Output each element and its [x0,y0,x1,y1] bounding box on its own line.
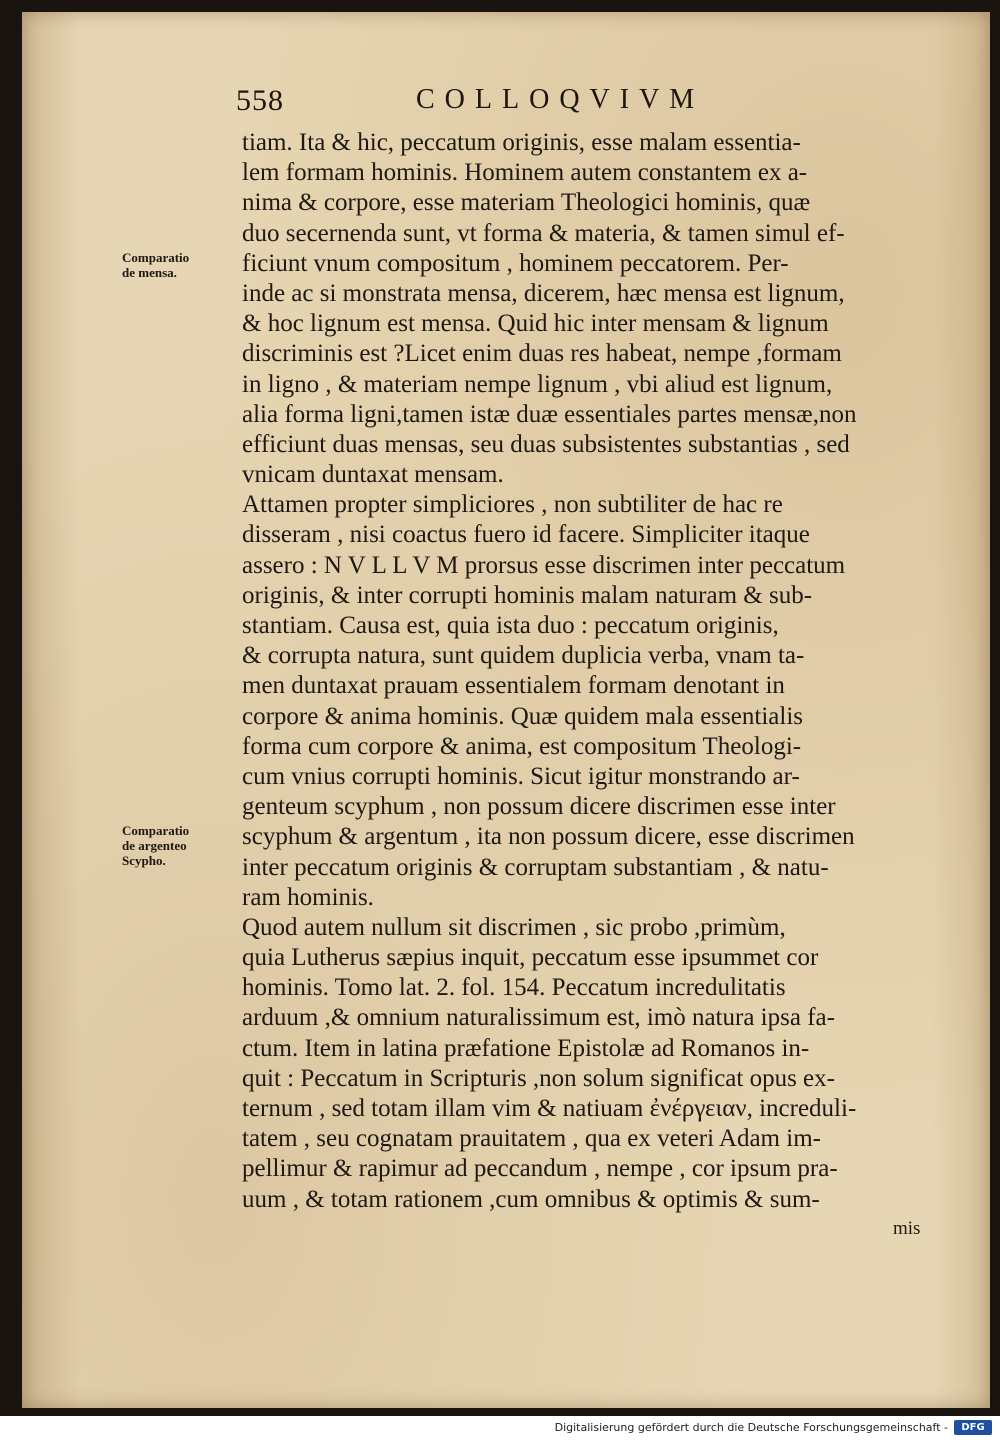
text-line: tatem , seu cognatam prauitatem , qua ex veteri Adam im- [242,1125,821,1153]
text-line: ficiunt vnum compositum , hominem peccatorem. Per- [242,249,789,277]
text-line: alia forma ligni,tamen istæ duæ essentiales partes mensæ,non [242,400,857,428]
margin-note-line: de mensa. [122,265,177,280]
text-line: forma cum corpore & anima, est compositum Theologi- [242,732,802,760]
text-line: & hoc lignum est mensa. Quid hic inter mensam & lignum [242,310,829,338]
text-line: disseram , nisi coactus fuero id facere. Simpliciter itaque [242,521,810,549]
body-text [242,128,948,1215]
text-line: & corrupta natura, sunt quidem duplicia verba, vnam ta- [242,642,805,670]
text-line: efficiunt duas mensas, seu duas subsistentes substantias , sed [242,430,850,458]
footer-bar [0,1416,1000,1440]
text-line: ctum. Item in latina præfatione Epistolæ ad Romanos in- [242,1034,810,1062]
margin-note-scypho [122,823,230,868]
dfg-logo-icon: DFG [954,1420,992,1435]
catchword: mis [893,1218,921,1239]
text-line: discriminis est ?Licet enim duas res habeat, nempe ,formam [242,340,842,368]
text-line: lem formam hominis. Hominem autem constantem ex a- [242,159,808,187]
text-line: scyphum & argentum , ita non possum dicere, esse discrimen [242,823,855,851]
page-header [236,84,956,124]
text-line: assero : N V L L V M prorsus esse discrimen inter peccatum [242,551,846,579]
text-line: tiam. Ita & hic, peccatum originis, esse malam essentia- [242,129,801,156]
funding-notice: Digitalisierung gefördert durch die Deutsche Forschungsgemeinschaft - [554,1421,948,1434]
text-line: Attamen propter simpliciores , non subtiliter de hac re [242,491,783,519]
margin-note-mensa [122,250,230,280]
text-line: originis, & inter corrupti hominis malam naturam & sub- [242,581,813,609]
text-line: pellimur & rapimur ad peccandum , nempe , cor ipsum pra- [242,1155,838,1183]
text-line: in ligno , & materiam nempe lignum , vbi aliud est lignum, [242,370,833,398]
margin-note-line: Comparatio [122,823,190,838]
text-line: quia Lutherus sæpius inquit, peccatum esse ipsummet cor [242,944,819,972]
margin-note-line: de argenteo [122,838,187,853]
text-line: men duntaxat prauam essentialem formam denotant in [242,672,785,700]
text-line: ternum , sed totam illam vim & natiuam ἐνέργειαν, increduli- [242,1095,857,1122]
text-line: uum , & totam rationem ,cum omnibus & optimis & sum- [242,1185,820,1213]
text-line: arduum ,& omnium naturalissimum est, imò natura ipsa fa- [242,1004,835,1032]
text-line: duo secernenda sunt, vt forma & materia, & tamen simul ef- [242,219,845,247]
text-line: Quod autem nullum sit discrimen , sic probo ,primùm, [242,913,786,941]
text-line: corpore & anima hominis. Quæ quidem mala essentialis [242,702,803,730]
text-line: nima & corpore, esse materiam Theologici hominis, quæ [242,189,811,217]
text-line: cum vnius corrupti hominis. Sicut igitur monstrando ar- [242,762,800,790]
text-line: stantiam. Causa est, quia ista duo : peccatum originis, [242,612,779,639]
margin-note-line: Scypho. [122,853,166,868]
text-line: genteum scyphum , non possum dicere discrimen esse inter [242,793,836,821]
text-line: inter peccatum originis & corruptam substantiam , & natu- [242,853,829,881]
text-line: vnicam duntaxat mensam. [242,461,504,489]
margin-note-line: Comparatio [122,250,190,265]
text-line: inde ac si monstrata mensa, dicerem, hæc mensa est lignum, [242,279,845,307]
running-title: COLLOQVIVM [416,84,705,115]
text-line: hominis. Tomo lat. 2. fol. 154. Peccatum incredulitatis [242,974,786,1002]
page-number: 558 [236,84,284,117]
text-line: quit : Peccatum in Scripturis ,non solum significat opus ex- [242,1064,835,1092]
text-line: ram hominis. [242,883,374,911]
